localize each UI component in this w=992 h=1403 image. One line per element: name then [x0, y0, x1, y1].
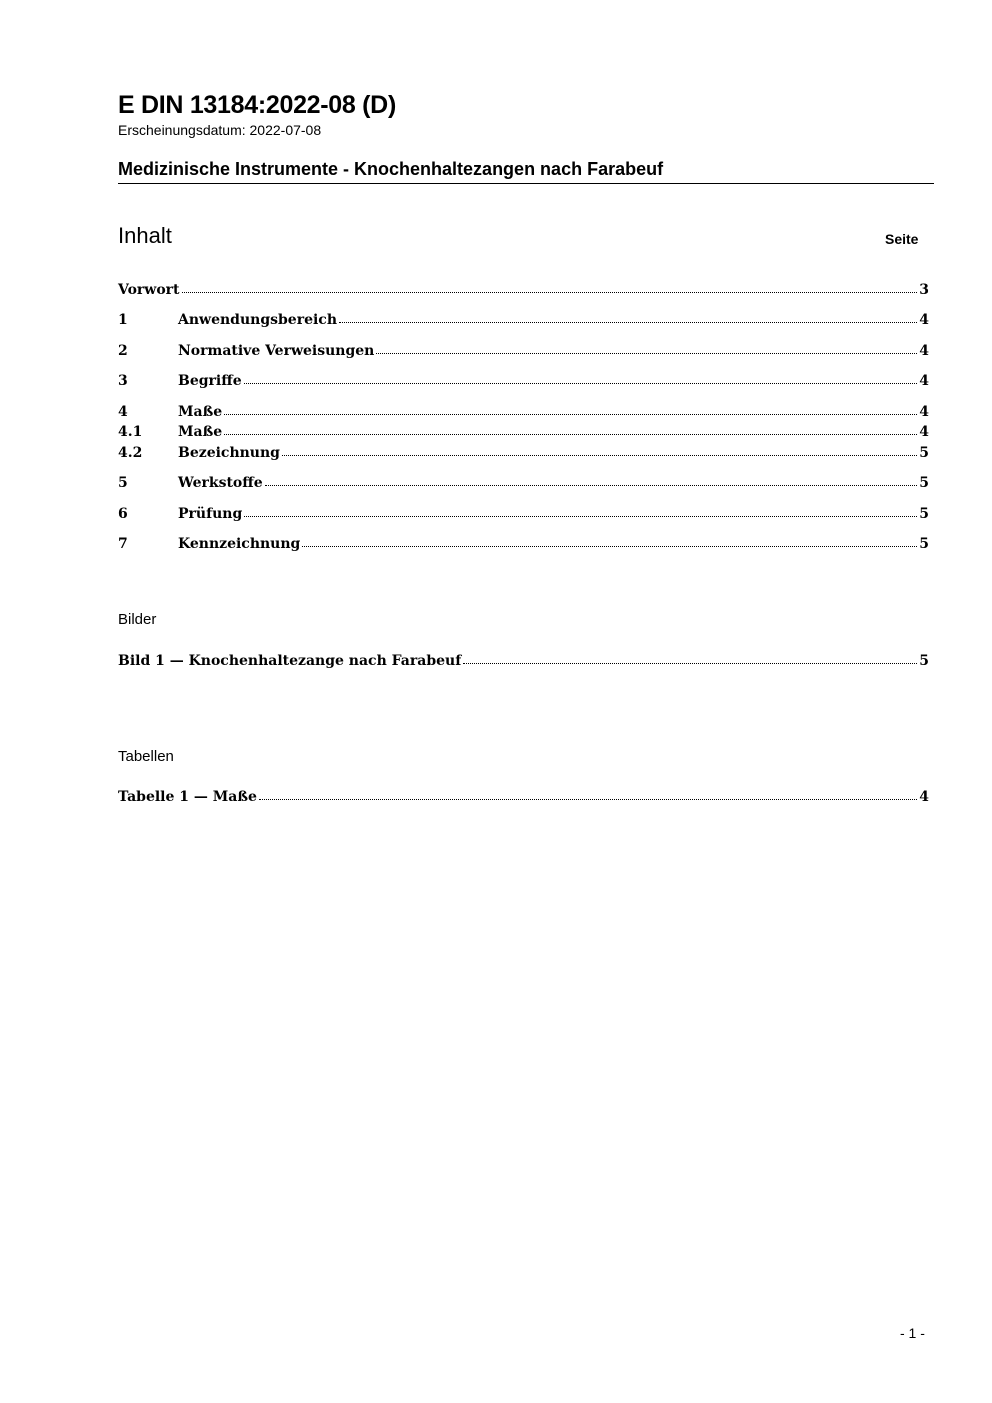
toc-entry-3[interactable] — [118, 371, 929, 391]
dot-leader — [224, 433, 917, 435]
toc-entry-vorwort[interactable] — [118, 280, 929, 300]
toc-entry-6[interactable] — [118, 504, 929, 524]
header-divider — [118, 183, 934, 184]
toc-entry-page: 4 — [919, 424, 929, 440]
dot-leader — [224, 413, 917, 415]
toc-entry-label: Normative Verweisungen — [178, 343, 375, 359]
toc-entry-page: 3 — [919, 282, 929, 298]
dot-leader — [182, 291, 918, 293]
toc-entry-label: Bezeichnung — [178, 445, 280, 461]
toc-entry-4-2[interactable] — [118, 443, 929, 463]
toc-entry-label: Begriffe — [178, 373, 242, 389]
toc-entry-number: 4 — [118, 404, 128, 420]
publication-date: Erscheinungsdatum: 2022-07-08 — [118, 122, 322, 138]
dot-leader — [259, 798, 917, 800]
toc-entry-number: 6 — [118, 506, 128, 522]
dot-leader — [244, 382, 918, 384]
document-subject: Medizinische Instrumente - Knochenhaltezangen nach Farabeuf — [118, 159, 664, 179]
figure-entry-label: Bild 1 — Knochenhaltezange nach Farabeuf — [118, 653, 462, 669]
toc-entry-page: 4 — [919, 373, 929, 389]
toc-entry-page: 5 — [919, 475, 929, 491]
toc-entry-label: Werkstoffe — [178, 475, 263, 491]
tables-heading: Tabellen — [118, 748, 174, 765]
toc-entry-page: 5 — [919, 536, 929, 552]
dot-leader — [463, 662, 917, 664]
toc-entry-label: Kennzeichnung — [178, 536, 301, 552]
table-entry-page: 4 — [919, 789, 929, 805]
dot-leader — [339, 321, 917, 323]
toc-entry-4[interactable] — [118, 402, 929, 422]
dot-leader — [265, 484, 918, 486]
page-column-label: Seite — [885, 231, 919, 247]
toc-entry-page: 4 — [919, 404, 929, 420]
toc-entry-page: 4 — [919, 343, 929, 359]
toc-entry-number: 3 — [118, 373, 128, 389]
toc-entry-number: 7 — [118, 536, 128, 552]
toc-entry-label: Vorwort — [118, 282, 180, 298]
toc-entry-5[interactable] — [118, 473, 929, 493]
document-title: E DIN 13184:2022-08 (D) — [118, 91, 396, 119]
figure-entry-page: 5 — [919, 653, 929, 669]
toc-entry-1[interactable] — [118, 310, 929, 330]
dot-leader — [282, 454, 917, 456]
toc-entry-label: Maße — [178, 424, 223, 440]
table-entry-label: Tabelle 1 — Maße — [118, 789, 257, 805]
toc-entry-page: 4 — [919, 312, 929, 328]
toc-entry-number: 1 — [118, 312, 128, 328]
toc-entry-page: 5 — [919, 506, 929, 522]
dot-leader — [302, 545, 917, 547]
toc-entry-number: 2 — [118, 343, 128, 359]
toc-heading: Inhalt — [118, 223, 172, 248]
dot-leader — [376, 352, 917, 354]
dot-leader — [244, 515, 917, 517]
toc-entry-number: 4.1 — [118, 424, 143, 440]
toc-entry-label: Anwendungsbereich — [178, 312, 337, 328]
toc-entry-7[interactable] — [118, 534, 929, 554]
toc-entry-2[interactable] — [118, 341, 929, 361]
toc-entry-label: Maße — [178, 404, 223, 420]
toc-entry-label: Prüfung — [178, 506, 243, 522]
toc-entry-number: 5 — [118, 475, 128, 491]
toc-entry-page: 5 — [919, 445, 929, 461]
toc-entry-number: 4.2 — [118, 445, 143, 461]
figures-heading: Bilder — [118, 611, 157, 628]
toc-entry-4-1[interactable] — [118, 422, 929, 442]
table-entry-1[interactable] — [118, 787, 929, 807]
footer-page-number: - 1 - — [900, 1325, 925, 1341]
figure-entry-1[interactable] — [118, 651, 929, 671]
